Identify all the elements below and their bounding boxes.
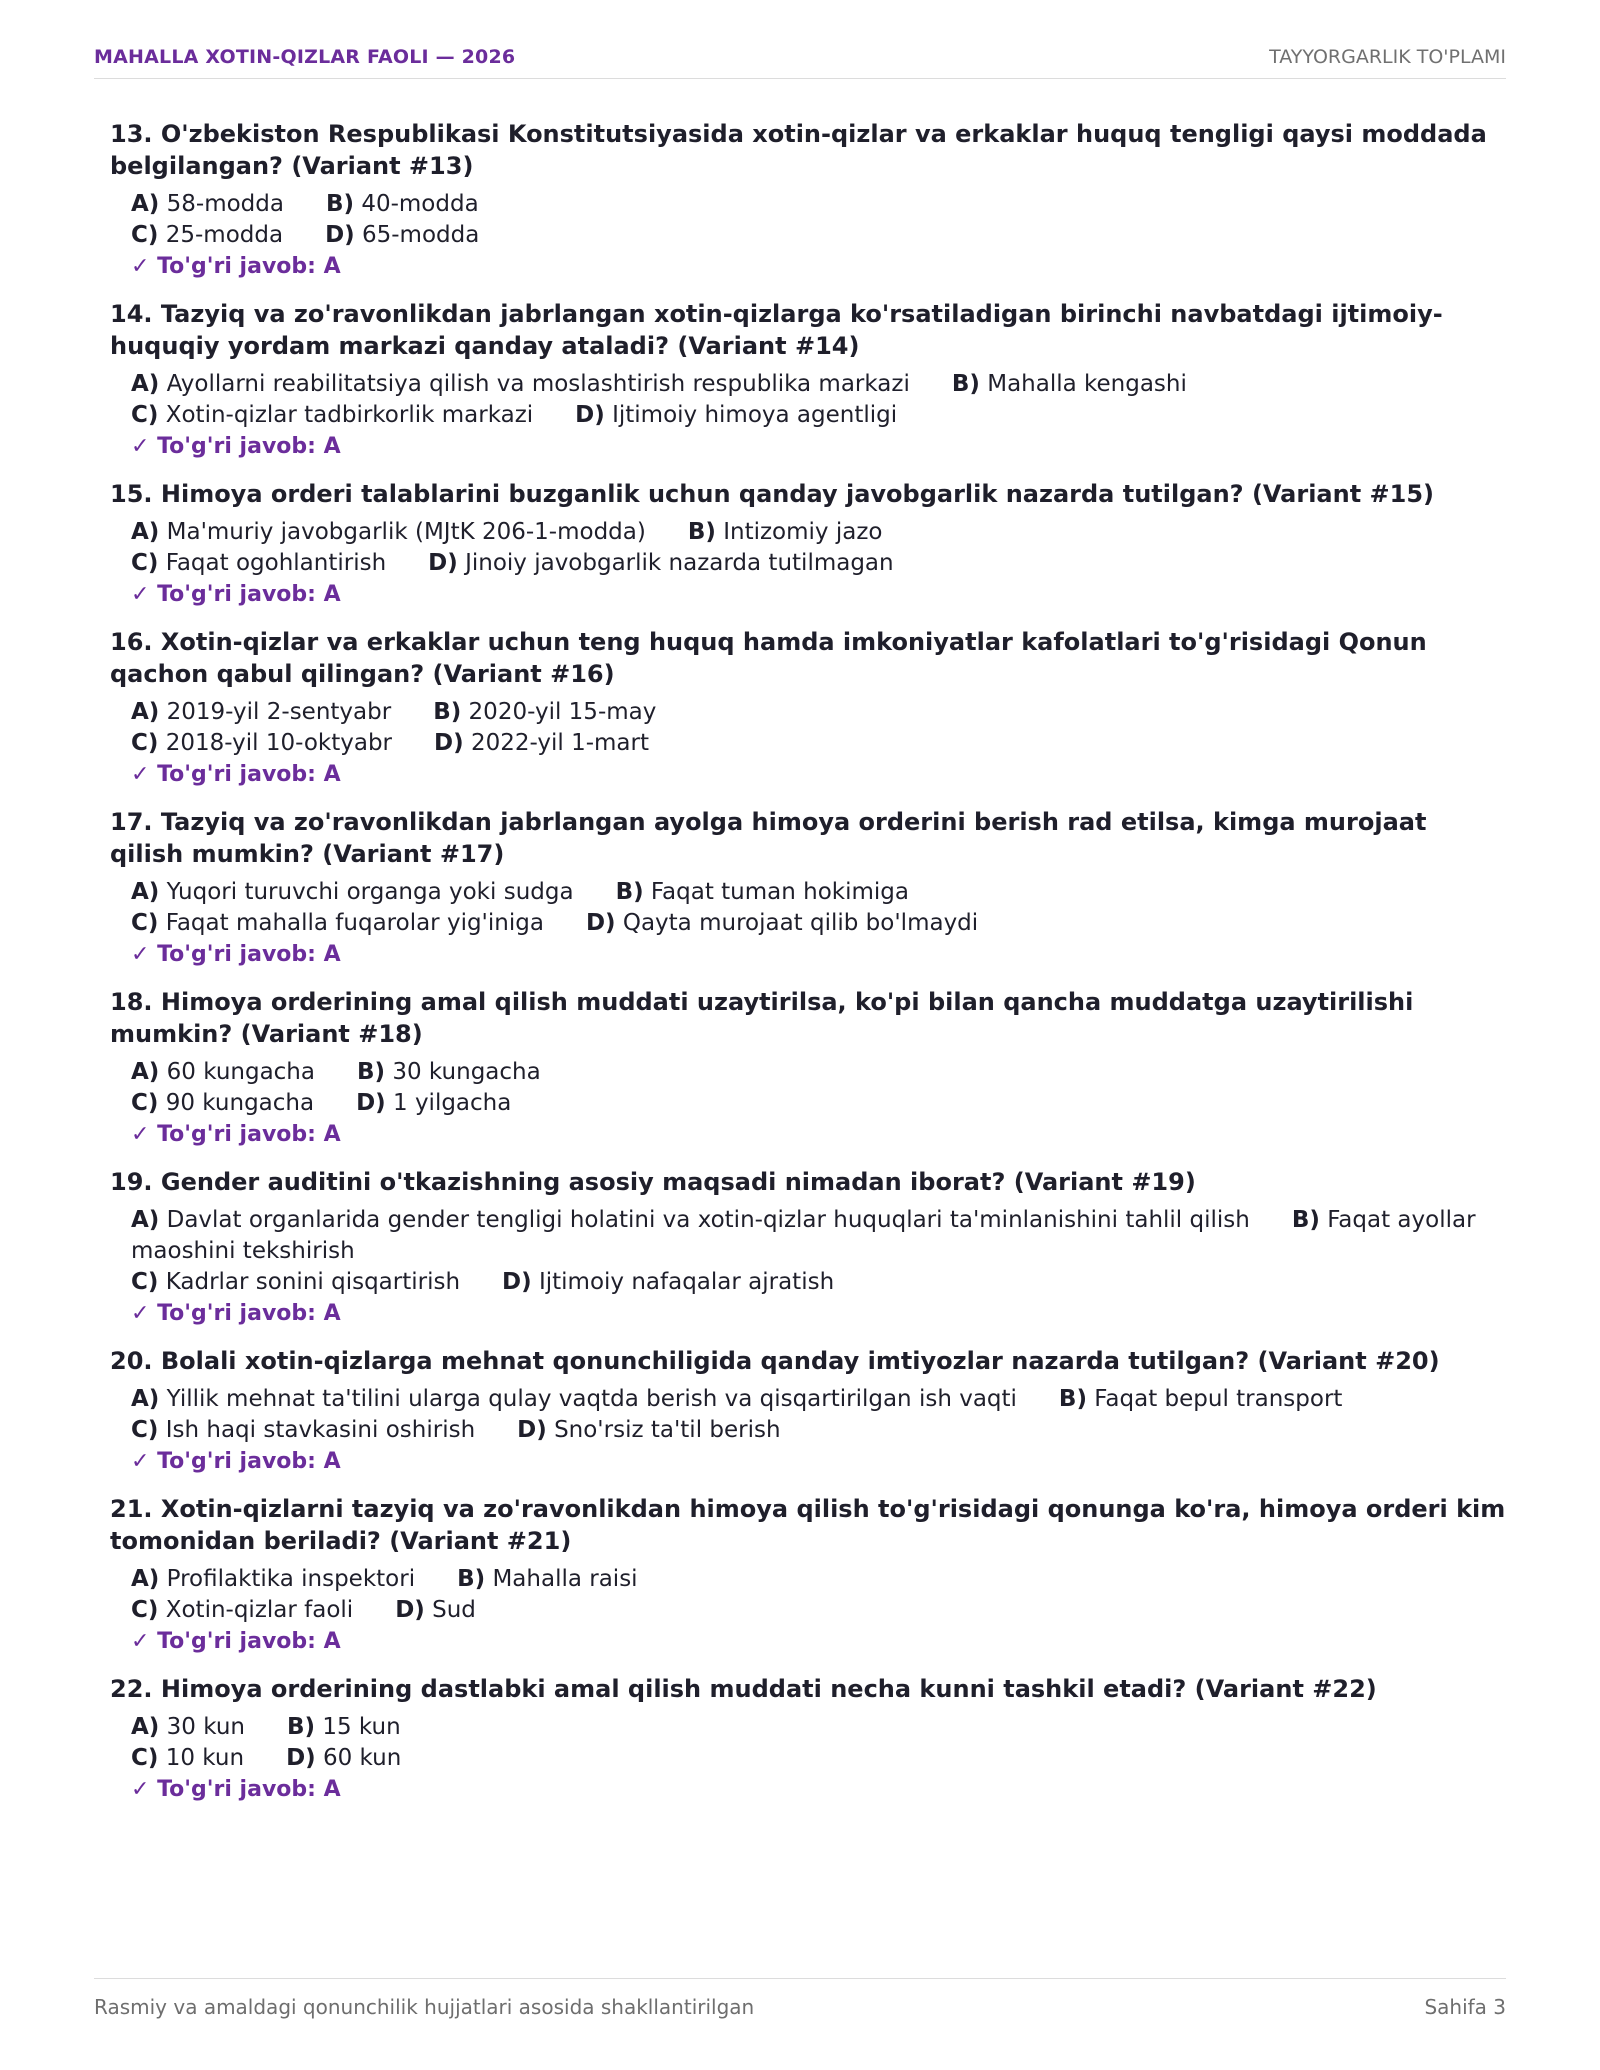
option-text: 58-modda — [166, 191, 284, 217]
options-line — [131, 400, 1506, 431]
option-item — [586, 910, 978, 936]
option-letter: D) — [502, 1269, 532, 1295]
option-text: Mahalla raisi — [492, 1566, 638, 1592]
options-line — [131, 1384, 1506, 1415]
question-text — [110, 1345, 1506, 1377]
option-text: Sud — [432, 1597, 476, 1623]
header-doc-type: TAYYORGARLIK TO'PLAMI — [1269, 46, 1506, 68]
option-letter: A) — [131, 1059, 160, 1085]
option-text: Sno'rsiz ta'til berish — [554, 1417, 781, 1443]
option-letter: B) — [1058, 1386, 1087, 1412]
question-body: O'zbekiston Respublikasi Konstitutsiyasida xotin-qizlar va erkaklar huquq tengligi qaysi moddada belgilangan? (Variant #13) — [110, 120, 1487, 180]
options-line — [131, 728, 1506, 759]
question-list — [110, 118, 1506, 1821]
option-text: Faqat ogohlantirish — [165, 550, 387, 576]
option-letter: A) — [131, 519, 160, 545]
options-line — [131, 1595, 1506, 1626]
header-brand: MAHALLA XOTIN-QIZLAR FAOLI — 2026 — [94, 46, 516, 68]
option-letter: D) — [325, 222, 355, 248]
question-body: Tazyiq va zo'ravonlikdan jabrlangan ayolga himoya orderini berish rad etilsa, kimga murojaat qilish mumkin? (Variant #17) — [110, 808, 1427, 868]
correct-answer: ✓ To'g'ri javob: A — [131, 582, 341, 607]
option-item — [357, 1059, 541, 1085]
option-text: Jinoiy javobgarlik nazarda tutilmagan — [465, 550, 894, 576]
options — [110, 1205, 1506, 1298]
footer-note: Rasmiy va amaldagi qonunchilik hujjatlari asosida shakllantirilgan — [94, 1995, 755, 2019]
option-item — [131, 1386, 1017, 1412]
option-item — [131, 1207, 1250, 1233]
option-item — [952, 371, 1187, 397]
option-letter: C) — [131, 1417, 159, 1443]
option-item — [131, 1059, 315, 1085]
question-text — [110, 118, 1506, 182]
option-text: 2022-yil 1-mart — [470, 730, 649, 756]
correct-answer: ✓ To'g'ri javob: A — [131, 942, 341, 967]
option-item — [131, 699, 391, 725]
options-line — [131, 220, 1506, 251]
options — [110, 369, 1506, 431]
options-line — [131, 517, 1506, 548]
correct-answer: ✓ To'g'ri javob: A — [131, 1301, 341, 1326]
correct-answer: ✓ To'g'ri javob: A — [131, 254, 341, 279]
option-item — [287, 1714, 401, 1740]
option-item — [131, 1714, 245, 1740]
question-number: 20. — [110, 1347, 153, 1375]
question-body: Himoya orderi talablarini buzganlik uchun qanday javobgarlik nazarda tutilgan? (Variant #15) — [160, 480, 1435, 508]
option-text: Yillik mehnat ta'tilini ularga qulay vaqtda berish va qisqartirilgan ish vaqti — [166, 1386, 1017, 1412]
question-number: 13. — [110, 120, 153, 148]
option-text: Faqat mahalla fuqarolar yig'iniga — [165, 910, 544, 936]
option-letter: B) — [356, 1059, 386, 1085]
option-letter: B) — [286, 1714, 316, 1740]
options-line — [131, 369, 1506, 400]
option-letter: B) — [433, 699, 462, 725]
page-header — [94, 44, 1506, 79]
option-letter: D) — [356, 1090, 386, 1116]
question-text — [110, 1493, 1506, 1557]
option-letter: C) — [131, 1745, 159, 1771]
option-letter: D) — [585, 910, 616, 936]
question-item — [110, 118, 1506, 282]
option-letter: D) — [395, 1597, 425, 1623]
question-text — [110, 298, 1506, 362]
option-text: Faqat ayollar maoshini tekshirish — [131, 1207, 1476, 1264]
option-letter: C) — [131, 910, 159, 936]
options-line — [131, 908, 1506, 939]
option-item — [616, 879, 909, 905]
option-item — [131, 910, 544, 936]
options — [110, 517, 1506, 579]
option-item — [131, 879, 574, 905]
options — [110, 189, 1506, 251]
options — [110, 1384, 1506, 1446]
option-item — [131, 550, 386, 576]
option-text: 1 yilgacha — [393, 1090, 512, 1116]
question-text — [110, 626, 1506, 690]
option-text: 90 kungacha — [165, 1090, 315, 1116]
option-item — [131, 730, 392, 756]
option-item — [131, 1090, 314, 1116]
option-item — [326, 191, 479, 217]
option-item — [325, 222, 479, 248]
option-text: Xotin-qizlar tadbirkorlik markazi — [165, 402, 534, 428]
question-text — [110, 1673, 1506, 1705]
option-letter: D) — [286, 1745, 316, 1771]
option-text: Faqat tuman hokimiga — [650, 879, 909, 905]
option-item — [131, 1566, 415, 1592]
option-letter: C) — [131, 1269, 159, 1295]
question-number: 17. — [110, 808, 153, 836]
option-item — [131, 1269, 460, 1295]
option-item — [433, 699, 656, 725]
option-text: 25-modda — [165, 222, 284, 248]
option-letter: A) — [131, 371, 160, 397]
options-line — [131, 1415, 1506, 1446]
option-item — [131, 519, 646, 545]
option-text: 2019-yil 2-sentyabr — [166, 699, 392, 725]
question-number: 16. — [110, 628, 153, 656]
question-body: Xotin-qizlarni tazyiq va zo'ravonlikdan himoya qilish to'g'risidagi qonunga ko'ra, himoya orderi kim tomonidan beriladi? (Variant #21) — [110, 1495, 1506, 1555]
option-text: 60 kun — [322, 1745, 402, 1771]
question-number: 22. — [110, 1675, 153, 1703]
options — [110, 697, 1506, 759]
option-letter: A) — [131, 1714, 160, 1740]
question-number: 15. — [110, 480, 153, 508]
options-line — [131, 548, 1506, 579]
question-item — [110, 1166, 1506, 1329]
options-line — [131, 1743, 1506, 1774]
question-body: Himoya orderining dastlabki amal qilish muddati necha kunni tashkil etadi? (Variant #22) — [160, 1675, 1377, 1703]
option-item — [131, 191, 284, 217]
option-letter: C) — [131, 1090, 159, 1116]
option-text: 2018-yil 10-oktyabr — [165, 730, 393, 756]
option-text: Faqat bepul transport — [1094, 1386, 1343, 1412]
option-text: 40-modda — [361, 191, 479, 217]
options — [110, 1712, 1506, 1774]
options-line — [131, 1205, 1506, 1267]
option-text: 30 kungacha — [392, 1059, 541, 1085]
page-number: Sahifa 3 — [1424, 1995, 1506, 2019]
options-line — [131, 697, 1506, 728]
options — [110, 1564, 1506, 1626]
option-letter: A) — [131, 699, 160, 725]
option-letter: C) — [131, 402, 159, 428]
option-letter: B) — [1291, 1207, 1320, 1233]
option-letter: C) — [131, 550, 159, 576]
option-item — [517, 1417, 780, 1443]
options — [110, 1057, 1506, 1119]
options-line — [131, 1088, 1506, 1119]
options-line — [131, 189, 1506, 220]
correct-answer: ✓ To'g'ri javob: A — [131, 1629, 341, 1654]
question-item — [110, 806, 1506, 970]
option-letter: D) — [428, 550, 458, 576]
option-text: Ish haqi stavkasini oshirish — [165, 1417, 476, 1443]
option-letter: B) — [687, 519, 716, 545]
option-item — [131, 402, 533, 428]
options-line — [131, 1267, 1506, 1298]
options-line — [131, 1564, 1506, 1595]
option-item — [688, 519, 883, 545]
options — [110, 877, 1506, 939]
option-item — [131, 222, 283, 248]
question-text — [110, 986, 1506, 1050]
option-letter: A) — [131, 1207, 160, 1233]
question-number: 19. — [110, 1168, 153, 1196]
correct-answer: ✓ To'g'ri javob: A — [131, 1449, 341, 1474]
option-item — [131, 1597, 353, 1623]
correct-answer: ✓ To'g'ri javob: A — [131, 434, 341, 459]
question-item — [110, 986, 1506, 1150]
option-text: 30 kun — [166, 1714, 245, 1740]
option-text: Ijtimoiy nafaqalar ajratish — [538, 1269, 835, 1295]
option-item — [286, 1745, 401, 1771]
correct-answer: ✓ To'g'ri javob: A — [131, 762, 341, 787]
option-item — [356, 1090, 511, 1116]
option-letter: A) — [131, 1386, 160, 1412]
options-line — [131, 1712, 1506, 1743]
option-text: Ayollarni reabilitatsiya qilish va moslashtirish respublika markazi — [166, 371, 910, 397]
question-text — [110, 806, 1506, 870]
option-item — [1059, 1386, 1343, 1412]
question-text — [110, 1166, 1506, 1198]
option-letter: A) — [131, 191, 160, 217]
option-letter: D) — [517, 1417, 547, 1443]
question-body: Xotin-qizlar va erkaklar uchun teng huquq hamda imkoniyatlar kafolatlari to'g'risidagi Qonun qachon qabul qilingan? (Variant #16) — [110, 628, 1427, 688]
option-text: Profilaktika inspektori — [166, 1566, 416, 1592]
option-item — [575, 402, 897, 428]
option-text: Ijtimoiy himoya agentligi — [612, 402, 898, 428]
question-number: 21. — [110, 1495, 153, 1523]
question-text — [110, 478, 1506, 510]
question-number: 18. — [110, 988, 153, 1016]
correct-answer: ✓ To'g'ri javob: A — [131, 1122, 341, 1147]
option-letter: D) — [575, 402, 605, 428]
option-letter: B) — [951, 371, 980, 397]
options-line — [131, 877, 1506, 908]
question-item — [110, 298, 1506, 462]
option-text: 10 kun — [165, 1745, 245, 1771]
option-text: 15 kun — [322, 1714, 401, 1740]
option-letter: B) — [325, 191, 355, 217]
option-text: Qayta murojaat qilib bo'lmaydi — [622, 910, 979, 936]
option-text: Davlat organlarida gender tengligi holatini va xotin-qizlar huquqlari ta'minlanishini tahlil qilish — [166, 1207, 1250, 1233]
question-item — [110, 478, 1506, 610]
option-letter: A) — [131, 879, 160, 905]
question-number: 14. — [110, 300, 153, 328]
option-text: Ma'muriy javobgarlik (MJtK 206-1-modda) — [166, 519, 646, 545]
option-item — [131, 371, 910, 397]
option-text: 65-modda — [361, 222, 480, 248]
options-line — [131, 1057, 1506, 1088]
option-text: 2020-yil 15-may — [468, 699, 657, 725]
question-body: Tazyiq va zo'ravonlikdan jabrlangan xotin-qizlarga ko'rsatiladigan birinchi navbatdagi ijtimoiy-huquqiy yordam markazi qanday ataladi? (Variant #14) — [110, 300, 1443, 360]
question-body: Himoya orderining amal qilish muddati uzaytirilsa, ko'pi bilan qancha muddatga uzaytirilishi mumkin? (Variant #18) — [110, 988, 1414, 1048]
option-text: Mahalla kengashi — [987, 371, 1187, 397]
option-item — [131, 1417, 475, 1443]
option-letter: C) — [131, 222, 159, 248]
option-letter: B) — [457, 1566, 486, 1592]
option-item — [131, 1745, 244, 1771]
option-letter: A) — [131, 1566, 160, 1592]
page-footer — [94, 1978, 1506, 2029]
option-letter: C) — [131, 730, 159, 756]
option-text: Yuqori turuvchi organga yoki sudga — [166, 879, 574, 905]
option-text: Xotin-qizlar faoli — [165, 1597, 354, 1623]
option-item — [428, 550, 893, 576]
option-item — [395, 1597, 476, 1623]
question-item — [110, 1493, 1506, 1657]
question-item — [110, 1345, 1506, 1477]
question-item — [110, 626, 1506, 790]
option-letter: B) — [615, 879, 644, 905]
question-body: Bolali xotin-qizlarga mehnat qonunchiligida qanday imtiyozlar nazarda tutilgan? (Variant #20) — [160, 1347, 1440, 1375]
question-item — [110, 1673, 1506, 1805]
option-item — [502, 1269, 834, 1295]
option-text: Intizomiy jazo — [723, 519, 883, 545]
question-body: Gender auditini o'tkazishning asosiy maqsadi nimadan iborat? (Variant #19) — [160, 1168, 1196, 1196]
option-item — [434, 730, 649, 756]
option-text: 60 kungacha — [166, 1059, 315, 1085]
option-letter: C) — [131, 1597, 159, 1623]
correct-answer: ✓ To'g'ri javob: A — [131, 1777, 341, 1802]
option-text: Kadrlar sonini qisqartirish — [165, 1269, 461, 1295]
option-item — [457, 1566, 637, 1592]
option-letter: D) — [434, 730, 464, 756]
